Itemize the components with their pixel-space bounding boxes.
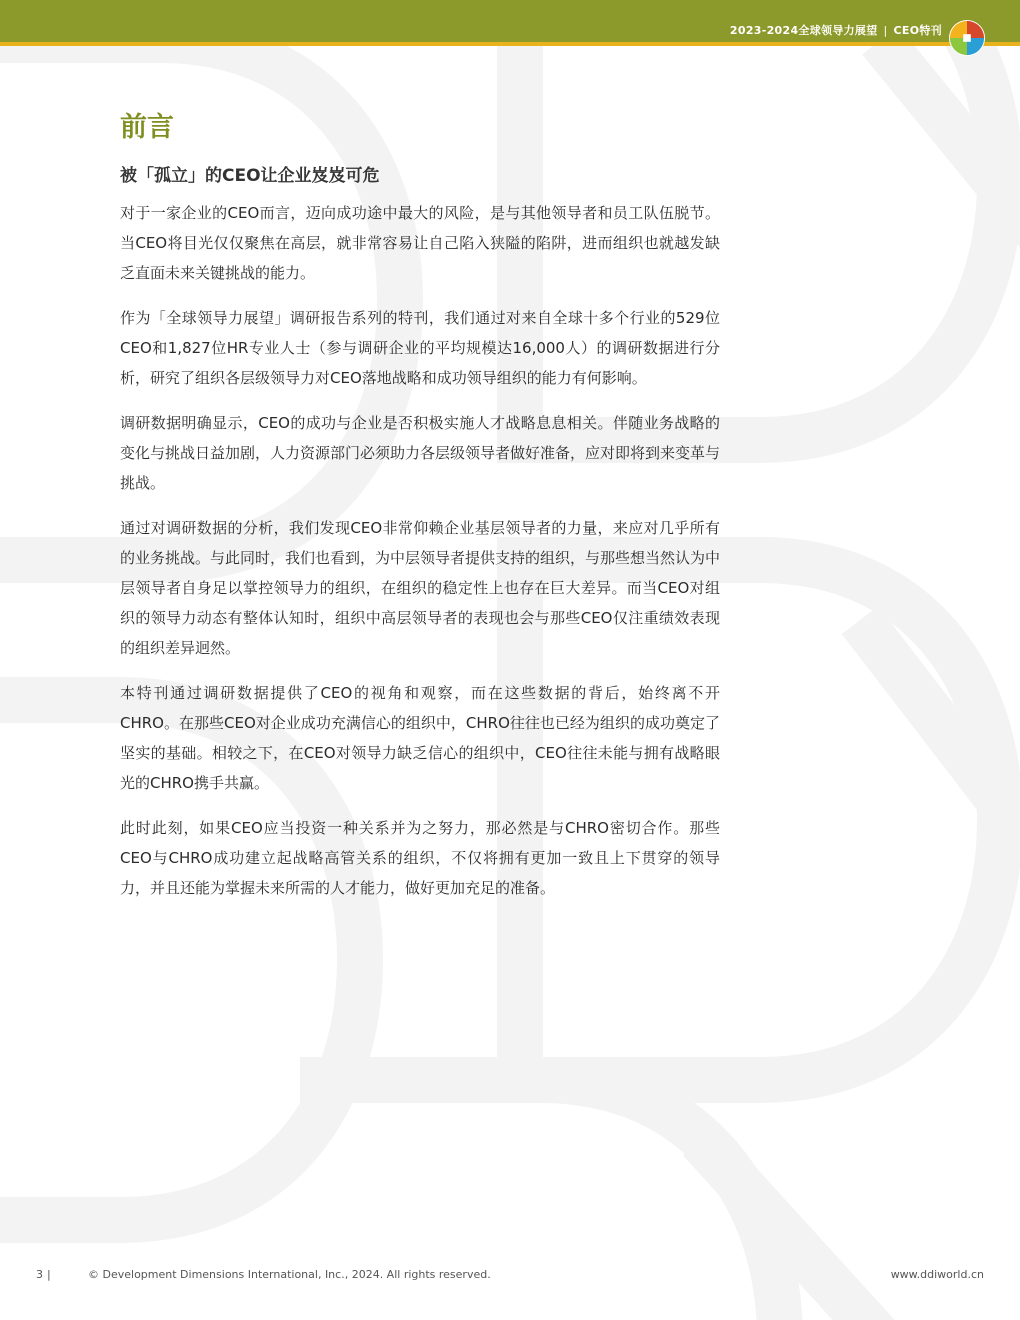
page-number-separator: | — [47, 1268, 51, 1281]
header-report-title — [730, 22, 942, 38]
paragraph-3: 调研数据明确显示，CEO的成功与企业是否积极实施人才战略息息相关。伴随业务战略的变化与挑战日益加剧，人力资源部门必须助力各层级领导者做好准备，应对即将到来变革与挑战。 — [120, 414, 721, 492]
page-number-value: 3 — [36, 1268, 43, 1281]
paragraph-6: 此时此刻，如果CEO应当投资一种关系并为之努力，那必然是与CHRO密切合作。那些CEO与CHRO成功建立起战略高管关系的组织，不仅将拥有更加一致且上下贯穿的领导力，并且还能为掌握未来所需的人才能力，做好更加充足的准备。 — [120, 819, 720, 897]
section-subtitle: 被「孤立」的CEO让企业岌岌可危 — [120, 166, 380, 186]
paragraph-4: 通过对调研数据的分析，我们发现CEO非常仰赖企业基层领导者的力量，来应对几乎所有的业务挑战。与此同时，我们也看到，为中层领导者提供支持的组织，与那些想当然认为中层领导者自身足以掌控领导力的组织，在组织的稳定性上也存在巨大差异。而当CEO对组织的领导力动态有整体认知时，组织中高层领导者的表现也会与那些CEO仅注重绩效表现的组织差异迥然。 — [120, 519, 721, 657]
main-content — [120, 108, 720, 918]
ddi-logo-icon — [948, 19, 986, 57]
paragraph-2: 作为「全球领导力展望」调研报告系列的特刊，我们通过对来自全球十多个行业的529位CEO和1,827位HR专业人士（参与调研企业的平均规模达16,000人）的调研数据进行分析，研究了组织各层级领导力对CEO落地战略和成功领导组织的能力有何影响。 — [120, 309, 720, 387]
page-number — [36, 1268, 51, 1281]
header-separator: | — [883, 24, 888, 37]
website-link[interactable]: www.ddiworld.cn — [890, 1268, 984, 1281]
report-title: 2023-2024全球领导力展望 — [729, 24, 878, 37]
header-accent-line — [0, 42, 1020, 46]
edition-label: CEO特刊 — [893, 24, 942, 37]
paragraph-5: 本特刊通过调研数据提供了CEO的视角和观察，而在这些数据的背后，始终离不开CHRO。在那些CEO对企业成功充满信心的组织中，CHRO往往也已经为组织的成功奠定了坚实的基础。相较之下，在CEO对领导力缺乏信心的组织中，CEO往往未能与拥有战略眼光的CHRO携手共赢。 — [120, 684, 720, 792]
paragraph-1: 对于一家企业的CEO而言，迈向成功途中最大的风险，是与其他领导者和员工队伍脱节。当CEO将目光仅仅聚焦在高层，就非常容易让自己陷入狭隘的陷阱，进而组织也就越发缺乏直面未来关键挑战的能力。 — [120, 204, 720, 282]
copyright-notice: © Development Dimensions International, Inc., 2024. All rights reserved. — [88, 1268, 491, 1281]
page-title: 前言 — [120, 112, 174, 143]
